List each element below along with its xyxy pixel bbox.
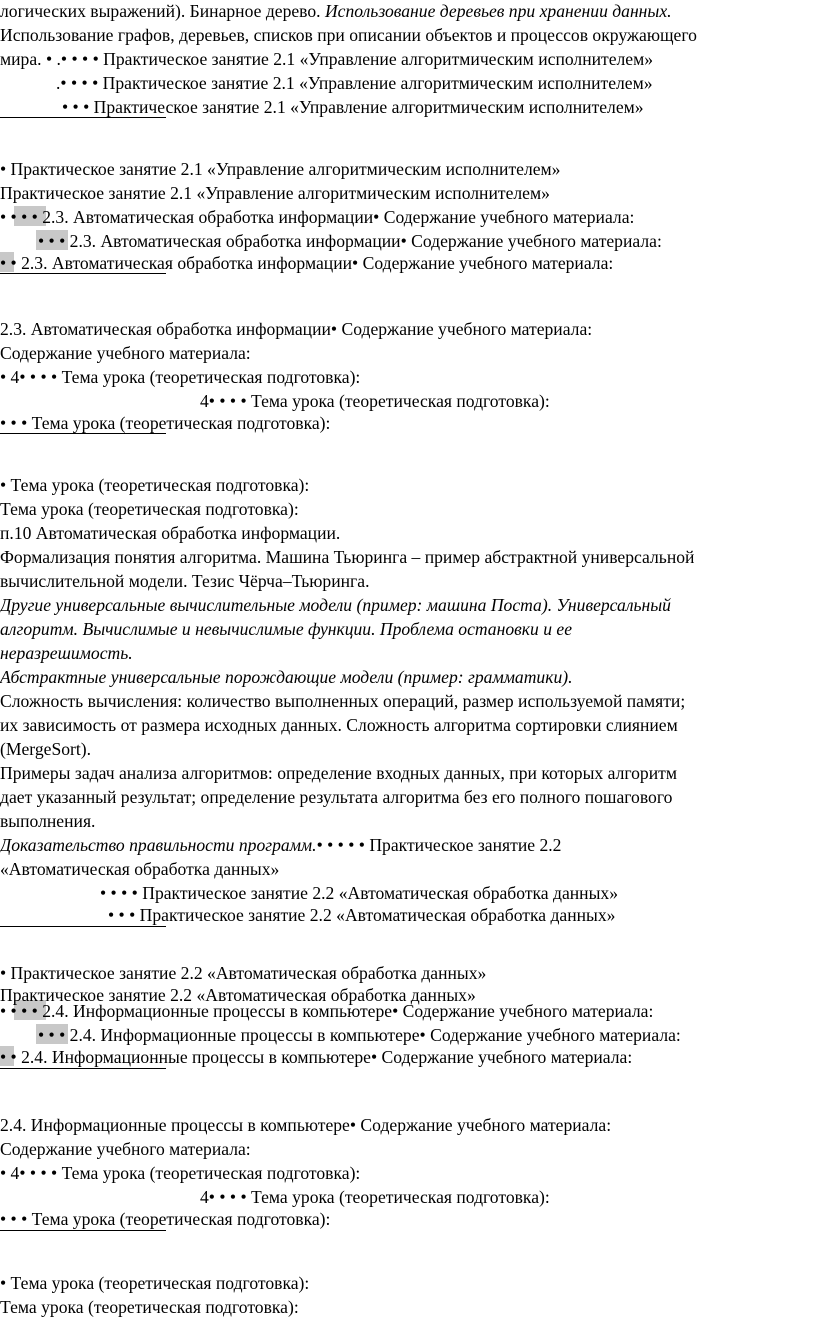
text-line: 2.3. Автоматическая обработка информации• Содержание учебного материала: [0,319,593,339]
italic-text-line: алгоритм. Вычислимые и невычислимые функции. Проблема остановки и ее [0,619,573,639]
text-line: • • • • 2.3. Автоматическая обработка информации• Содержание учебного материала: [0,207,635,227]
text-line: дает указанный результат; определение результата алгоритма без его полного пошагового [0,787,673,807]
text-line: • 4• • • • Тема урока (теоретическая подготовка): [0,1163,361,1183]
text-line: Содержание учебного материала: [0,1139,251,1159]
separator-rule [0,1068,166,1069]
text-line: 2.4. Информационные процессы в компьютере• Содержание учебного материала: [0,1115,612,1135]
text-line: 4• • • • Тема урока (теоретическая подготовка): [200,391,550,411]
italic-text-line: Другие универсальные вычислительные модели (пример: машина Поста). Универсальный [0,595,671,615]
text-line: Использование графов, деревьев, списков при описании объектов и процессов окружающего [0,25,697,45]
text-line [0,834,561,856]
text-line: 4• • • • Тема урока (теоретическая подготовка): [200,1187,550,1207]
text-line: • 4• • • • Тема урока (теоретическая подготовка): [0,367,361,387]
text-line: их зависимость от размера исходных данных. Сложность алгоритма сортировки слиянием [0,715,678,735]
text-line: • • • Тема урока (теоретическая подготовка): [0,1209,331,1229]
text-line: • • • 2.3. Автоматическая обработка информации• Содержание учебного материала: [38,231,662,251]
text-line: • Тема урока (теоретическая подготовка): [0,1273,310,1293]
text-line: • Тема урока (теоретическая подготовка): [0,475,310,495]
text-line: Тема урока (теоретическая подготовка): [0,1297,299,1317]
italic-text: Доказательство правильности программ. [0,835,317,855]
text-line: • • • Практическое занятие 2.2 «Автоматическая обработка данных» [108,905,616,925]
text-line: Сложность вычисления: количество выполненных операций, размер используемой памяти; [0,691,686,711]
separator-rule [0,273,166,274]
text-line: п.10 Автоматическая обработка информации. [0,523,341,543]
text-line: • • 2.4. Информационные процессы в компьютере• Содержание учебного материала: [0,1047,633,1067]
text-line: • • • 2.4. Информационные процессы в компьютере• Содержание учебного материала: [38,1025,681,1045]
text-line: мира. • .• • • • Практическое занятие 2.1 «Управление алгоритмическим исполнителем» [0,49,654,69]
text-line: вычислительной модели. Тезис Чёрча–Тьюринга. [0,571,370,591]
text-line: • • • Тема урока (теоретическая подготовка): [0,413,331,433]
text-line: Тема урока (теоретическая подготовка): [0,499,299,519]
text-line: Примеры задач анализа алгоритмов: определение входных данных, при которых алгоритм [0,763,677,783]
text-line: • • • Практическое занятие 2.1 «Управление алгоритмическим исполнителем» [62,97,644,117]
text-span: логических выражений). Бинарное дерево. [0,1,325,21]
text-line: Формализация понятия алгоритма. Машина Тьюринга – пример абстрактной универсальной [0,547,695,567]
separator-rule [0,433,166,434]
separator-rule [0,926,166,927]
text-span: • • • • • Практическое занятие 2.2 [316,835,562,855]
text-line: • Практическое занятие 2.2 «Автоматическая обработка данных» [0,963,487,983]
text-line: .• • • • Практическое занятие 2.1 «Управление алгоритмическим исполнителем» [56,73,653,93]
separator-rule [0,117,166,118]
text-line: Практическое занятие 2.1 «Управление алгоритмическим исполнителем» [0,183,550,203]
text-line: • • • • Практическое занятие 2.2 «Автоматическая обработка данных» [100,883,619,903]
text-line: Практическое занятие 2.2 «Автоматическая обработка данных» [0,985,476,1005]
text-line [0,0,672,22]
text-line: Содержание учебного материала: [0,343,251,363]
text-line: (MergeSort). [0,739,92,759]
italic-text: Использование деревьев при хранении данных. [324,1,672,21]
separator-rule [0,1230,166,1231]
text-line: • Практическое занятие 2.1 «Управление алгоритмическим исполнителем» [0,159,561,179]
italic-text-line: неразрешимость. [0,643,133,663]
text-line: • • • • 2.4. Информационные процессы в компьютере• Содержание учебного материала: [0,1001,654,1021]
text-line: выполнения. [0,811,96,831]
italic-text-line: Абстрактные универсальные порождающие модели (пример: грамматики). [0,667,573,687]
text-line: • • 2.3. Автоматическая обработка информации• Содержание учебного материала: [0,253,614,273]
text-line: «Автоматическая обработка данных» [0,859,280,879]
